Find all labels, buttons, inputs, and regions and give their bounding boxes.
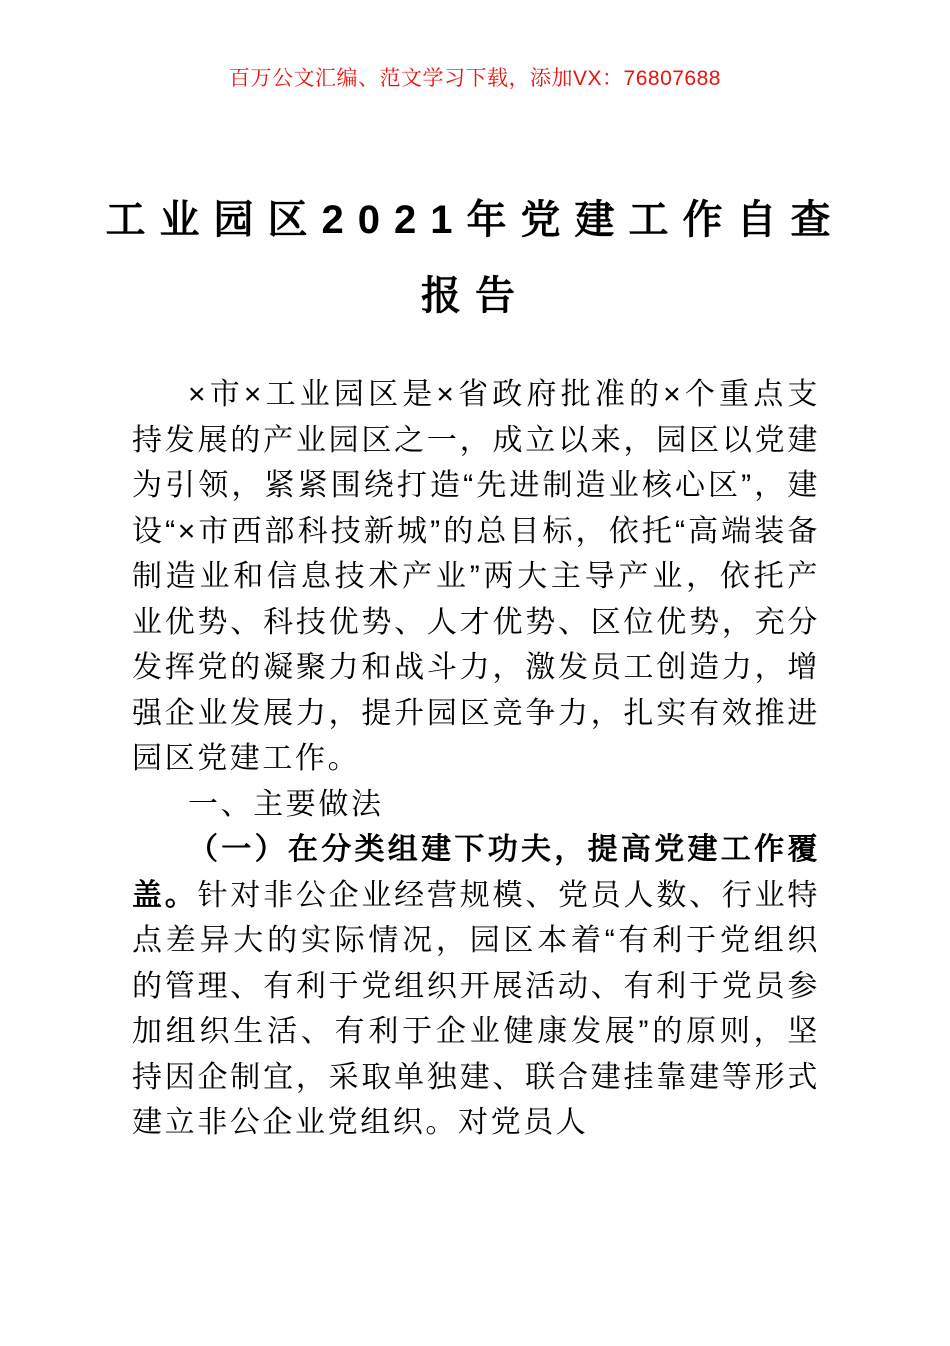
- title-line-1: 工业园区2021年党建工作自查: [105, 198, 845, 242]
- title-line-2: 报告: [421, 274, 529, 318]
- section-1-text: 针对非公企业经营规模、党员人数、行业特点差异大的实际情况，园区本着“有利于党组织的管理、有利于党组织开展活动、有利于党员参加组织生活、有利于企业健康发展”的原则，坚持因企制宜，采取单独建、联合建挂靠建等形式建立非公企业党组织。对党员人: [132, 878, 820, 1139]
- document-body: [132, 372, 820, 1146]
- paragraph-intro: ×市×工业园区是×省政府批准的×个重点支持发展的产业园区之一，成立以来，园区以党建为引领，紧紧围绕打造“先进制造业核心区”，建设“×市西部科技新城”的总目标，依托“高端装备制造业和信息技术产业”两大主导产业，依托产业优势、科技优势、人才优势、区位优势，充分发挥党的凝聚力和战斗力，激发员工创造力，增强企业发展力，提升园区竞争力，扎实有效推进园区党建工作。: [132, 378, 820, 775]
- paragraph-section-1: [132, 827, 820, 1146]
- section-1-bold-lead: （一）在分类组建下功夫，提高党建工作覆盖。: [132, 833, 820, 912]
- document-title: [0, 182, 950, 334]
- promo-header-text: 百万公文汇编、范文学习下载，添加VX：76807688: [229, 67, 721, 90]
- heading-main-practices: 一、主要做法: [188, 787, 384, 821]
